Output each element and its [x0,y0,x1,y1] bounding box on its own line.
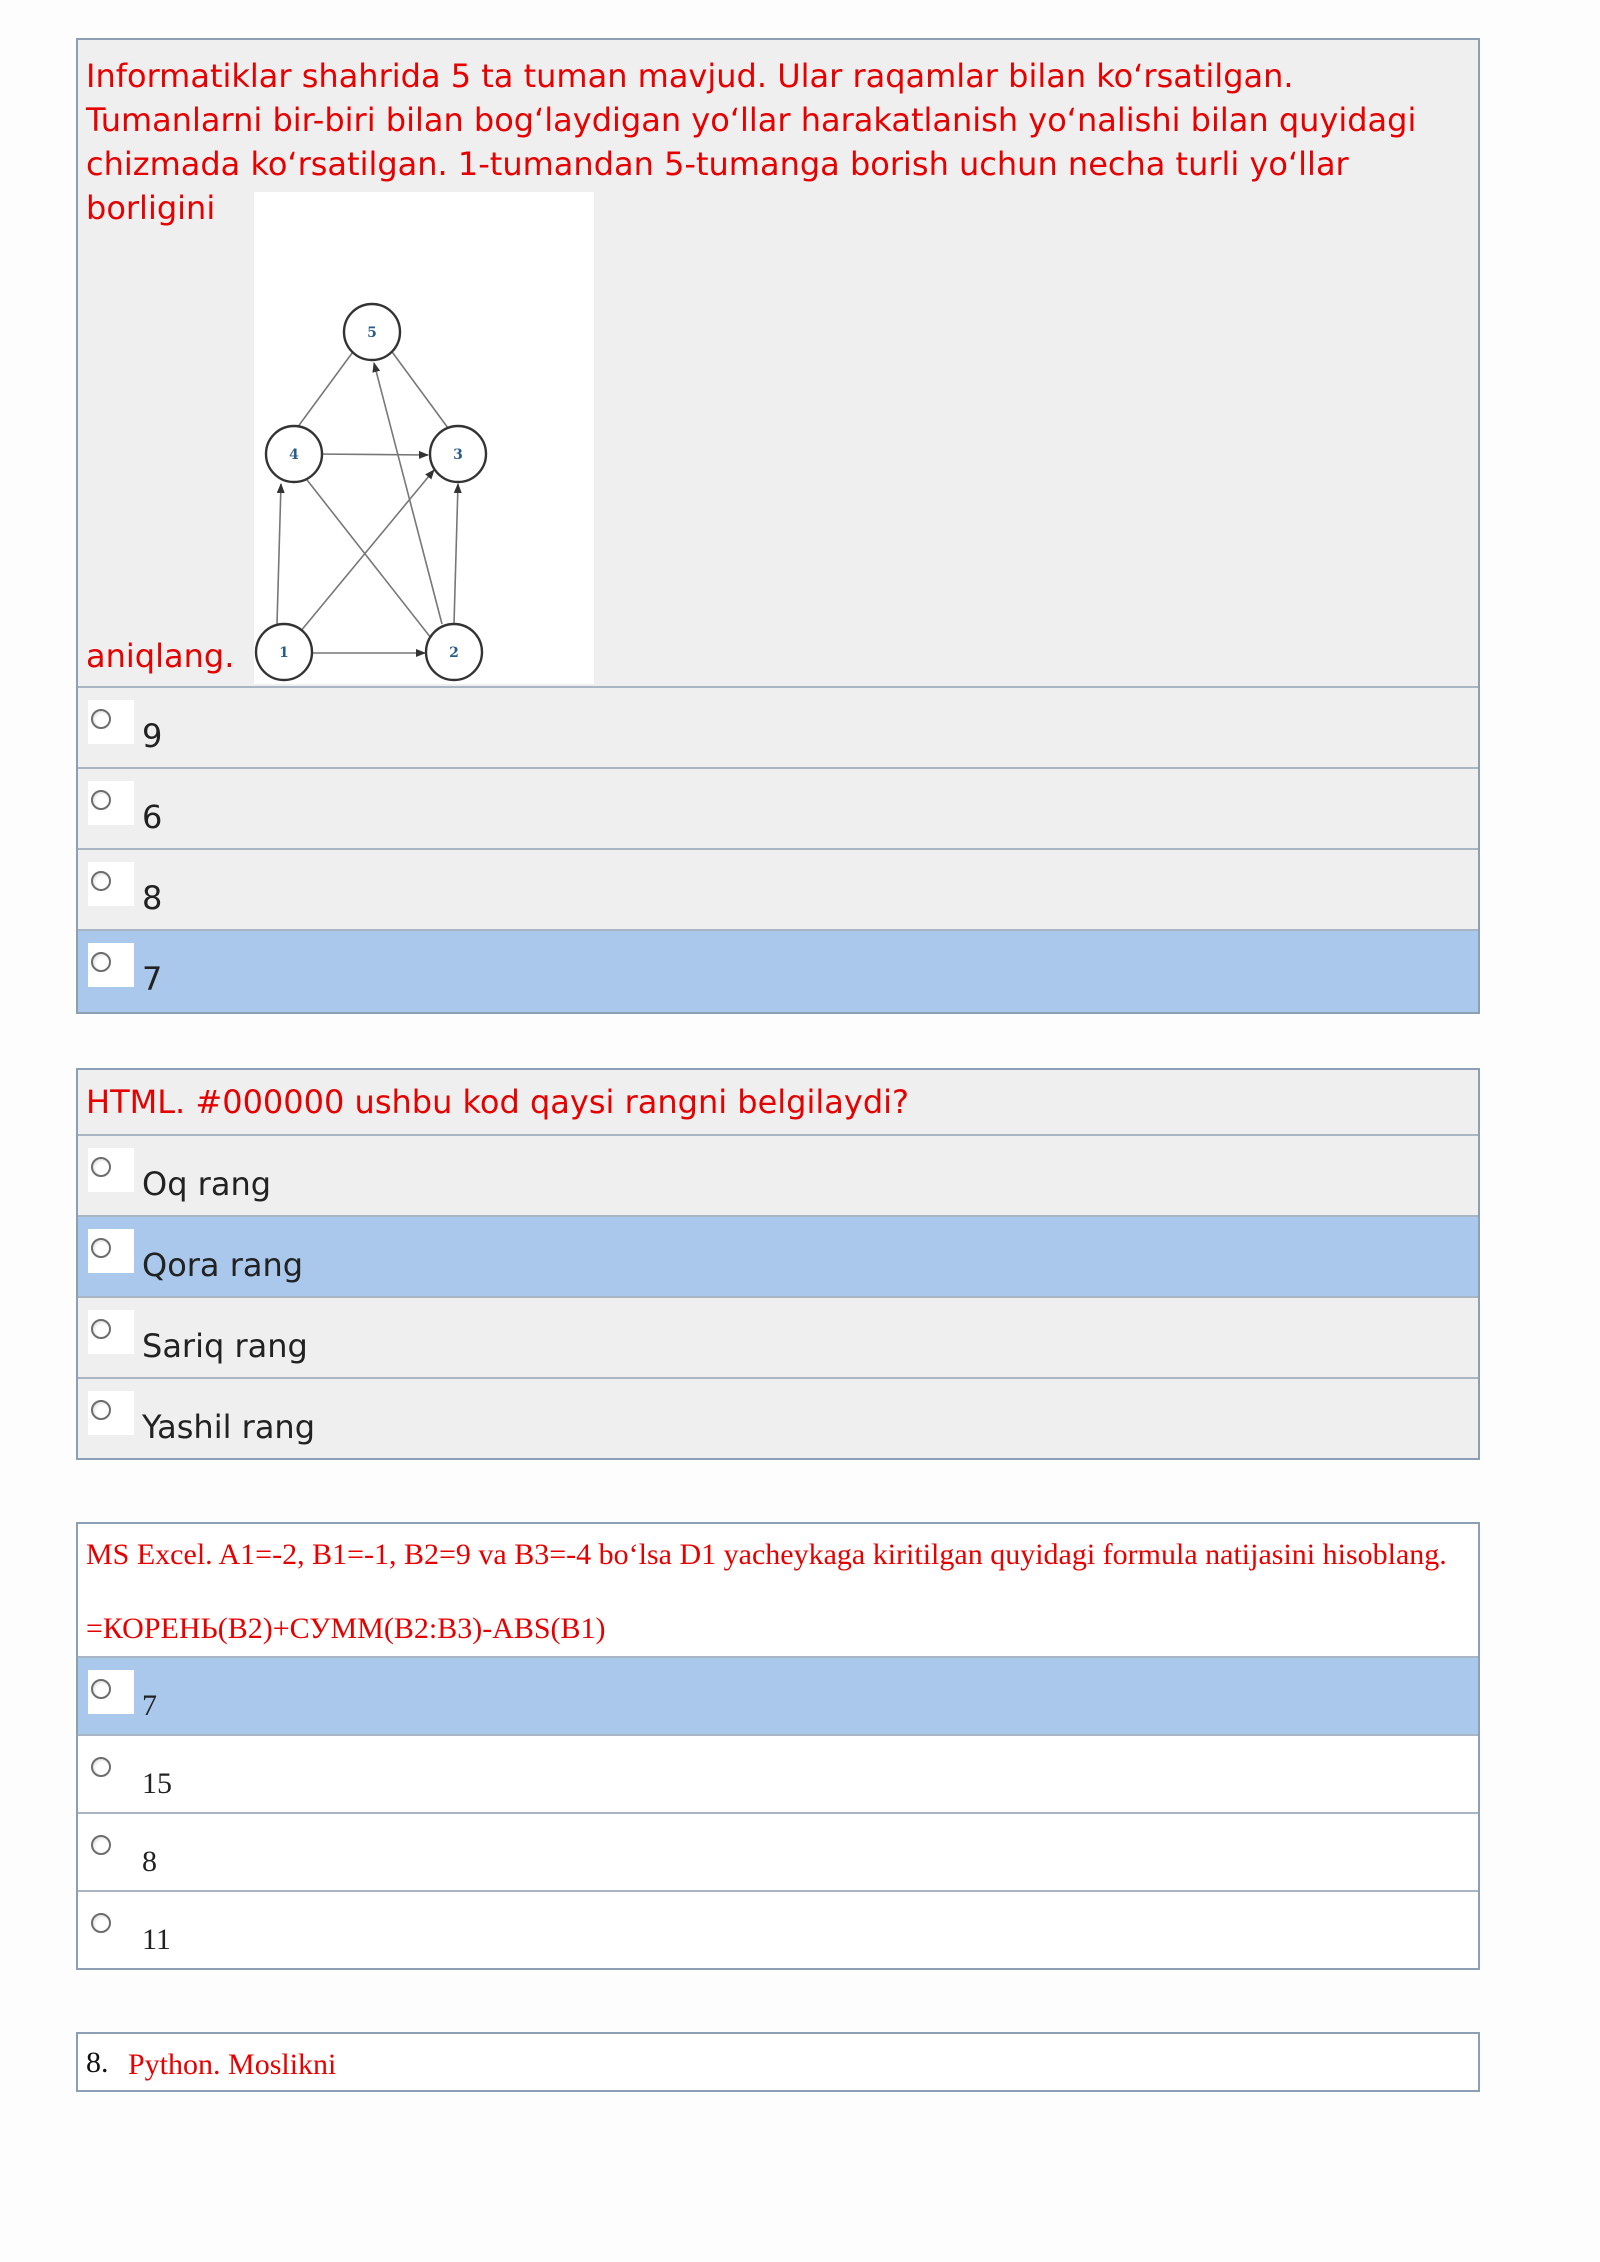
answer-option[interactable] [78,688,1478,769]
question-3-formula: =КОРЕНЬ(B2)+СУММ(B2:B3)-ABS(B1) [86,1612,606,1645]
answer-option-label: 8 [142,879,163,917]
answer-option-label: 6 [142,798,163,836]
question-3-text: MS Excel. A1=-2, B1=-1, B2=9 va B3=-4 bo‘lsa D1 yacheykaga kiritilgan quyidagi formula natijasini hisoblang. [86,1538,1447,1571]
graph-label-1: 1 [279,645,289,661]
edge-2-5 [374,363,442,624]
edge-1-4 [277,484,281,624]
edge-3-5 [387,345,448,428]
answer-option[interactable] [78,769,1478,850]
question-2-header [78,1070,1478,1136]
answer-option[interactable] [78,1892,1478,1968]
radio-button[interactable] [88,1310,134,1354]
answer-option-label: Yashil rang [142,1408,316,1446]
question-2-text: HTML. #000000 ushbu kod qaysi rangni belgilaydi? [86,1083,909,1121]
answer-option-label: 7 [142,1689,157,1722]
answer-option-label: 7 [142,960,163,998]
answer-option-selected[interactable] [78,931,1478,1012]
answer-option[interactable] [78,1136,1478,1217]
radio-button[interactable] [88,862,134,906]
edge-2-4 [300,471,431,638]
answer-option-label: 11 [142,1923,171,1956]
answer-option-label: 9 [142,717,163,755]
radio-button[interactable] [88,1229,134,1273]
answer-option[interactable] [78,850,1478,931]
answer-option[interactable] [78,1814,1478,1892]
question-4-text: Python. Moslikni [128,2048,337,2081]
graph-label-2: 2 [449,645,459,661]
question-3-header [78,1524,1478,1658]
question-1-header [78,40,1478,688]
question-4-number: 8. [86,2046,109,2079]
answer-option[interactable] [78,1298,1478,1379]
radio-button[interactable] [88,1391,134,1435]
question-3 [76,1522,1480,1970]
edge-2-3 [454,484,458,624]
graph-label-3: 3 [453,447,463,463]
answer-option-selected[interactable] [78,1658,1478,1736]
graph-label-5: 5 [367,325,377,341]
question-2 [76,1068,1480,1460]
radio-button [88,1748,134,1792]
question-1-graph [254,192,594,684]
answer-option-label: 15 [142,1767,172,1800]
radio-button[interactable] [88,1148,134,1192]
edge-4-5 [297,345,358,428]
answer-option[interactable] [78,1379,1478,1458]
answer-option-selected[interactable] [78,1217,1478,1298]
radio-button[interactable] [88,943,134,987]
edge-1-3 [300,470,434,632]
answer-option[interactable] [78,1736,1478,1814]
radio-button[interactable] [88,1670,134,1714]
radio-button[interactable] [88,781,134,825]
answer-option-label: Sariq rang [142,1327,308,1365]
edge-4-3 [312,454,428,455]
question-4 [76,2032,1480,2092]
radio-button [88,1904,134,1948]
question-1 [76,38,1480,1014]
answer-option-label: Oq rang [142,1165,272,1203]
question-1-tail-text: aniqlang. [86,637,235,675]
answer-option-label: Qora rang [142,1246,304,1284]
radio-button[interactable] [88,700,134,744]
answer-option-label: 8 [142,1845,157,1878]
graph-label-4: 4 [289,447,299,463]
radio-button [88,1826,134,1870]
question-1-text: Informatiklar shahrida 5 ta tuman mavjud. Ular raqamlar bilan ko‘rsatilgan. Tumanlarni bir-biri bilan bog‘laydigan yo‘llar harakatlanish yo‘nalishi bilan quyidagi chizmada ko‘rsatilgan. 1-tumandan 5-tumanga borish uchun necha turli yo‘llar borligini [86,57,1417,227]
